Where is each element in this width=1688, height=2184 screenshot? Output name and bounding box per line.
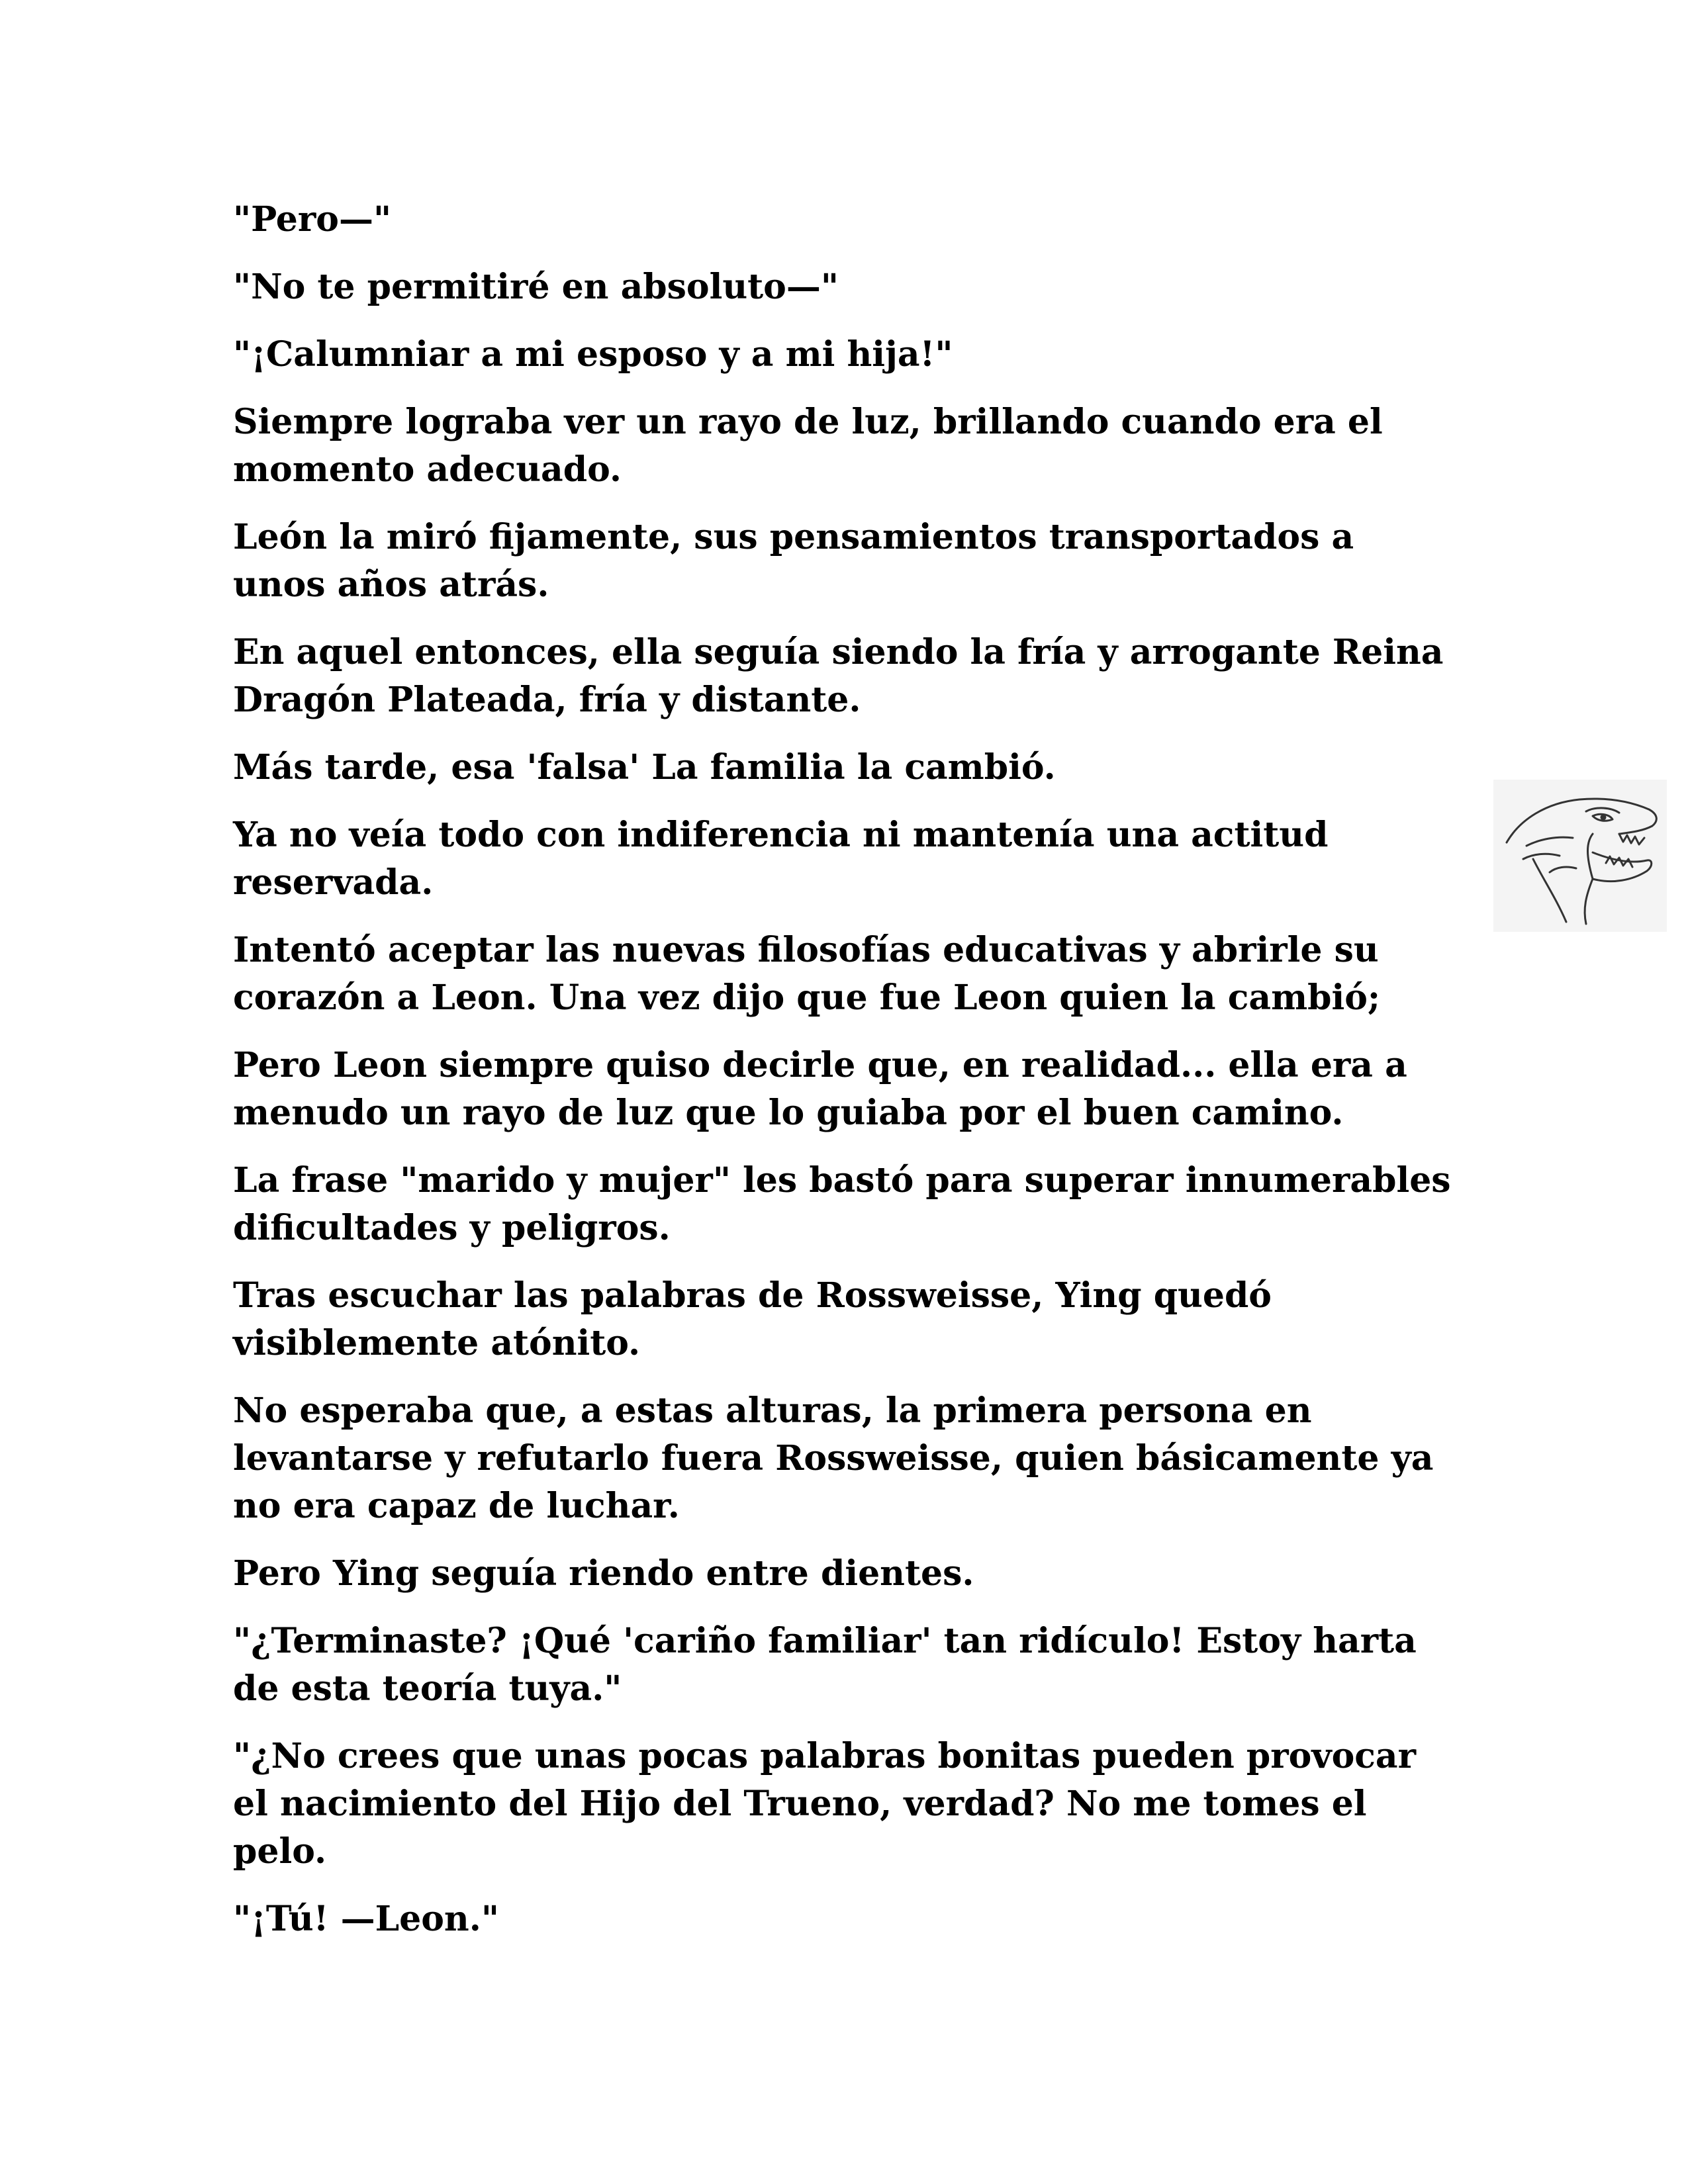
paragraph-16: "¿No crees que unas pocas palabras bonitas pueden provocar el nacimiento del Hijo del Trueno, verdad? No me tomes el pelo. [233, 1736, 1417, 1872]
dinosaur-head-icon [1493, 780, 1667, 932]
paragraph-13: No esperaba que, a estas alturas, la primera persona en levantarse y refutarlo fuera Rossweisse, quien básicamente ya no era capaz de luchar. [233, 1390, 1434, 1526]
paragraph-3: "¡Calumniar a mi esposo y a mi hija!" [233, 334, 953, 375]
paragraph-15: "¿Terminaste? ¡Qué 'cariño familiar' tan ridículo! Estoy harta de esta teoría tuya." [233, 1621, 1417, 1709]
paragraph-17: "¡Tú! —Leon." [233, 1899, 499, 1939]
paragraph-10: Pero Leon siempre quiso decirle que, en realidad... ella era a menudo un rayo de luz que lo guiaba por el buen camino. [233, 1045, 1407, 1133]
paragraph-12: Tras escuchar las palabras de Rossweisse, Ying quedó visiblemente atónito. [233, 1275, 1272, 1363]
paragraph-5: León la miró fijamente, sus pensamientos transportados a unos años atrás. [233, 517, 1354, 605]
paragraph-11: La frase "marido y mujer" les bastó para superar innumerables dificultades y peligros. [233, 1160, 1451, 1248]
paragraph-9: Intentó aceptar las nuevas filosofías educativas y abrirle su corazón a Leon. Una vez dijo que fue Leon quien la cambió; [233, 930, 1381, 1018]
paragraph-14: Pero Ying seguía riendo entre dientes. [233, 1553, 974, 1594]
paragraph-2: "No te permitiré en absoluto—" [233, 267, 839, 307]
paragraph-7: Más tarde, esa 'falsa' La familia la cambió. [233, 747, 1056, 788]
paragraph-6: En aquel entonces, ella seguía siendo la fría y arrogante Reina Dragón Plateada, fría y distante. [233, 632, 1444, 720]
paragraph-8: Ya no veía todo con indiferencia ni mantenía una actitud reservada. [233, 815, 1329, 903]
document-body [233, 196, 1458, 1963]
paragraph-1: "Pero—" [233, 199, 392, 240]
paragraph-4: Siempre lograba ver un rayo de luz, brillando cuando era el momento adecuado. [233, 402, 1383, 490]
